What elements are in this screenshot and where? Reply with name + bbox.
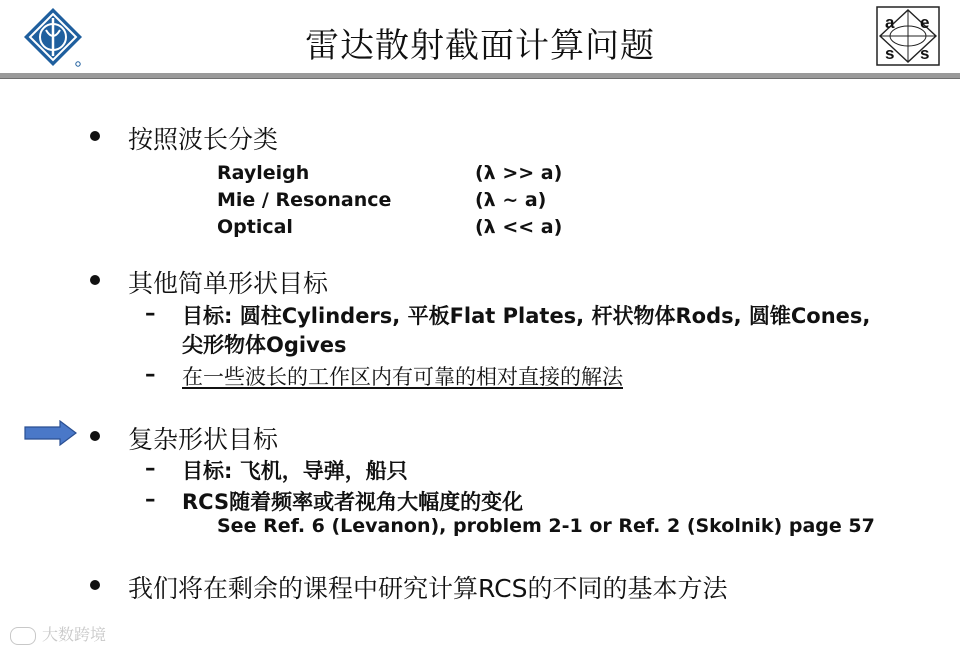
section-heading-methods: 我们将在剩余的课程中研究计算RCS的不同的基本方法: [128, 574, 728, 603]
aess-logo-icon: [876, 6, 940, 66]
bullet-dot: [90, 580, 100, 590]
aess-letter-a: a: [885, 13, 895, 32]
regime-condition: (λ << a): [475, 216, 563, 238]
reference-text: See Ref. 6 (Levanon), problem 2-1 or Ref. 2 (Skolnik) page 57: [217, 515, 875, 537]
bullet-dot: [90, 275, 100, 285]
simple-targets-text-cont: 尖形物体Ogives: [182, 333, 347, 357]
sub-bullet-dash: –: [145, 487, 156, 511]
title-divider: [0, 73, 960, 79]
aess-letter-e: e: [920, 13, 930, 32]
page-title: 雷达散射截面计算问题: [305, 26, 655, 66]
watermark-text: 大数跨境: [42, 625, 107, 644]
section-heading-wavelength: 按照波长分类: [128, 125, 279, 154]
regime-condition: (λ ~ a): [475, 189, 547, 211]
simple-targets-text: 目标: 圆柱Cylinders, 平板Flat Plates, 杆状物体Rods, 圆锥Cones,: [182, 304, 871, 328]
regime-name: Optical: [217, 216, 293, 238]
sub-bullet-dash: –: [145, 301, 156, 325]
complex-targets-text: 目标: 飞机，导弹，船只: [182, 459, 408, 483]
watermark-logo-icon: [10, 627, 36, 645]
regime-condition: (λ >> a): [475, 162, 563, 184]
direct-solution-text: 在一些波长的工作区内有可靠的相对直接的解法: [182, 365, 623, 389]
section-heading-complex-shapes: 复杂形状目标: [128, 425, 279, 454]
section-heading-simple-shapes: 其他简单形状目标: [128, 269, 329, 298]
rcs-variation-text: RCS随着频率或者视角大幅度的变化: [182, 490, 524, 514]
arrow-icon: [24, 420, 78, 450]
regime-name: Mie / Resonance: [217, 189, 392, 211]
watermark: [10, 622, 106, 645]
aess-letter-s2: s: [920, 44, 930, 63]
regime-name: Rayleigh: [217, 162, 310, 184]
bullet-dot: [90, 131, 100, 141]
aess-logo: [876, 6, 940, 66]
sub-bullet-dash: –: [145, 456, 156, 480]
aess-letter-s1: s: [885, 44, 895, 63]
sub-bullet-dash: –: [145, 362, 156, 386]
bullet-dot: [90, 431, 100, 441]
